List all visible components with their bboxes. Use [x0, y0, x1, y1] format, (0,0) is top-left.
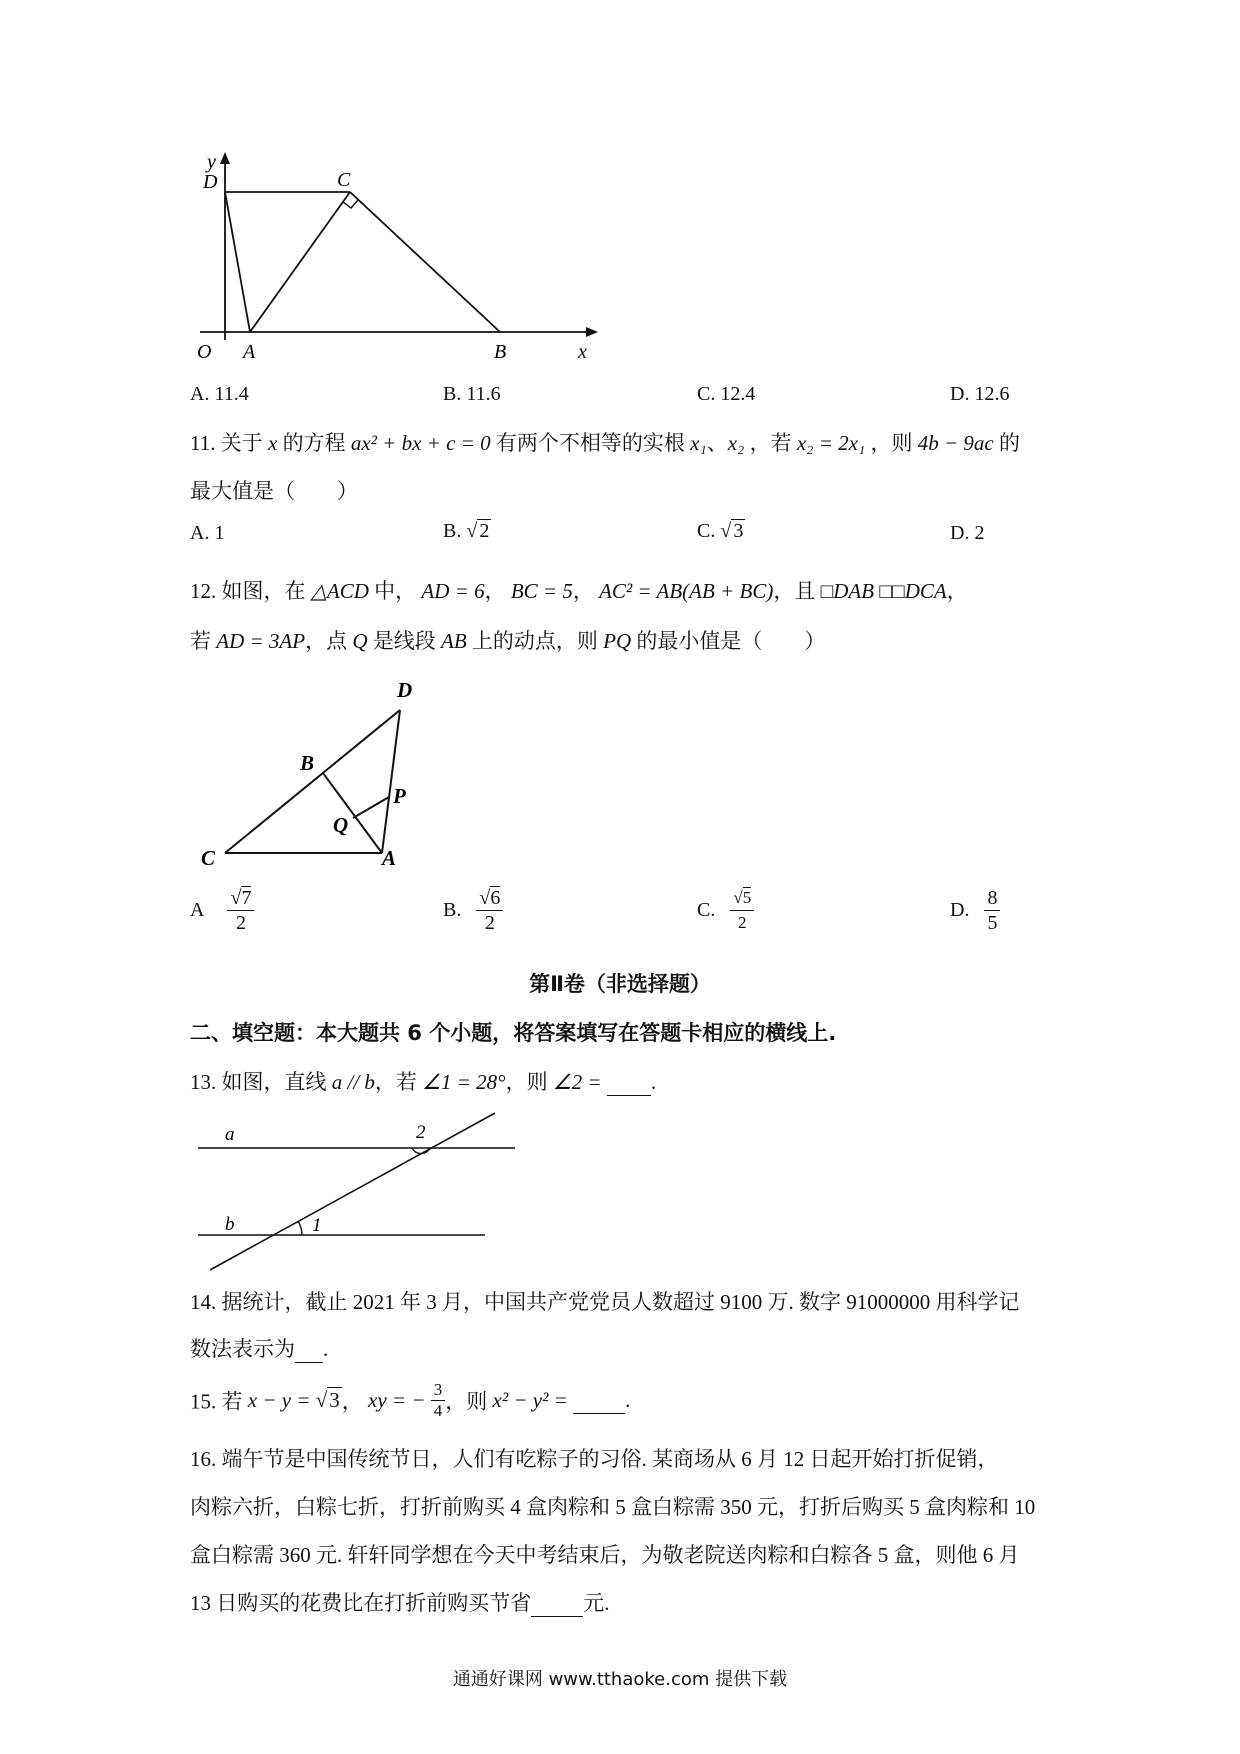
- q13-angle2: ∠2 =: [552, 1070, 602, 1094]
- segment-da: [225, 192, 250, 332]
- label-p: P: [393, 784, 406, 808]
- fraction-numerator: 3: [431, 1380, 446, 1401]
- segment-pq: [353, 797, 389, 818]
- q13-figure: [190, 1100, 530, 1275]
- fraction-denominator: 4: [433, 1401, 443, 1420]
- q12-ad: AD = 6: [421, 579, 485, 603]
- fraction: [984, 886, 1000, 935]
- x-axis-arrow: [586, 327, 598, 337]
- q11-stem-line2: 最大值是（ ）: [190, 479, 358, 503]
- label-b: B: [300, 751, 315, 775]
- q12-text: ，: [946, 579, 968, 603]
- section-title: 第Ⅱ卷（非选择题）: [529, 972, 711, 996]
- fraction-numerator: √6: [476, 886, 503, 911]
- q10-option-b[interactable]: B. 11.6: [443, 383, 501, 405]
- q12-text: 是线段: [372, 629, 436, 653]
- q15-stem: [190, 1380, 630, 1421]
- q12-number: 12. 如图，在: [190, 579, 306, 603]
- label-o: O: [197, 341, 212, 360]
- q12-text: ，点: [305, 629, 348, 653]
- fraction-numerator: √5: [730, 886, 754, 911]
- label-a: a: [225, 1124, 235, 1145]
- q11-option-c[interactable]: [697, 520, 745, 543]
- q12-bc: BC = 5: [510, 579, 573, 603]
- q12-text: ，: [484, 579, 506, 603]
- q12-text: 中，: [374, 579, 417, 603]
- q12-option-c[interactable]: [697, 886, 754, 935]
- q16-line2: 肉粽六折，白粽七折，打折前购买 4 盒肉粽和 5 盒白粽需 350 元，打折后购买 5 盒肉粽和 10: [190, 1495, 1036, 1519]
- label-q: Q: [333, 813, 349, 837]
- right-angle-mark: [343, 200, 358, 208]
- answer-blank[interactable]: [295, 1337, 323, 1363]
- q11-text: 有两个不相等的实根: [495, 431, 685, 455]
- q15-eq1: x − y =: [247, 1388, 311, 1412]
- q12-text: ，且: [773, 579, 816, 603]
- segment-ba: [323, 773, 382, 853]
- fraction-denominator: 2: [738, 913, 747, 932]
- q12-stem-line2: [190, 625, 825, 655]
- label-d: D: [203, 171, 218, 193]
- q12-option-b[interactable]: [443, 886, 503, 935]
- q15-end: .: [625, 1388, 631, 1412]
- q12-stem-line1: [190, 575, 968, 605]
- q12-angle: □DAB □□DCA: [820, 579, 947, 603]
- q11-number: 11. 关于: [190, 431, 263, 455]
- q12-condition: AD = 3AP: [216, 629, 306, 653]
- q11-text: ，则: [870, 431, 913, 455]
- label-c: C: [337, 169, 351, 191]
- q13-text: ，则: [505, 1070, 548, 1094]
- label-y: y: [207, 151, 216, 173]
- segment-ac: [250, 192, 350, 332]
- q15-text: ，则: [445, 1389, 488, 1414]
- fraction-numerator: 8: [984, 886, 1000, 911]
- q12-option-d-label: D.: [950, 899, 970, 921]
- q10-figure: [185, 150, 605, 360]
- q14-line2: [190, 1333, 328, 1363]
- q12-text: 若: [190, 629, 211, 653]
- angle-2-arc: [412, 1148, 430, 1154]
- answer-blank[interactable]: [531, 1591, 583, 1617]
- q12-option-a[interactable]: [190, 886, 254, 935]
- q11-option-b[interactable]: [443, 520, 491, 543]
- fraction: [431, 1380, 446, 1421]
- q11-option-d[interactable]: D. 2: [950, 522, 985, 544]
- q16-text: 13 日购买的花费比在打折前购买节省: [190, 1591, 532, 1615]
- q11-x2: x₂: [727, 431, 745, 455]
- q10-option-a[interactable]: A. 11.4: [190, 383, 249, 405]
- q12-option-b-label: B.: [443, 899, 462, 921]
- q11-option-a[interactable]: A. 1: [190, 522, 225, 544]
- q12-option-c-label: C.: [697, 899, 716, 921]
- q12-figure: [195, 670, 435, 870]
- q10-option-d[interactable]: D. 12.6: [950, 383, 1010, 405]
- part-heading: 二、填空题：本大题共 6 个小题，将答案填写在答题卡相应的横线上.: [190, 1021, 837, 1045]
- q11-option-b-radicand: 2: [479, 520, 490, 542]
- q12-text: 上的动点，则: [471, 629, 598, 653]
- q11-option-b-label: B.: [443, 520, 462, 542]
- label-a: A: [382, 846, 397, 870]
- q15-text: ，: [341, 1389, 363, 1414]
- q15-eq3: x² − y² =: [492, 1388, 568, 1412]
- q13-parallel: a // b: [331, 1070, 375, 1094]
- label-b: B: [494, 341, 507, 360]
- q12-option-d[interactable]: [950, 886, 1000, 935]
- label-x: x: [578, 341, 587, 360]
- q11-var-x: x: [267, 431, 278, 455]
- label-d: D: [397, 678, 413, 702]
- q12-option-c-radicand: 5: [742, 888, 752, 907]
- q12-triangle: △ACD: [310, 579, 369, 603]
- q11-option-c-radicand: 3: [733, 520, 744, 542]
- q13-number: 13. 如图，直线: [190, 1070, 327, 1094]
- q15-eq2: xy = −: [368, 1388, 426, 1412]
- q14-text: 数法表示为: [190, 1337, 295, 1361]
- sqrt-symbol: √ 2: [466, 520, 490, 542]
- q13-text: ，若: [374, 1070, 417, 1094]
- q11-option-c-label: C.: [697, 520, 716, 542]
- fraction: [730, 886, 754, 935]
- q11-x1: x₁: [690, 431, 707, 455]
- label-a: A: [243, 341, 256, 360]
- q11-expression: 4b − 9ac: [917, 431, 994, 455]
- label-c: C: [201, 846, 216, 870]
- fraction-denominator: 2: [484, 912, 495, 934]
- fraction-numerator: √7: [227, 886, 254, 911]
- q14-line1: 14. 据统计，截止 2021 年 3 月，中国共产党党员人数超过 9100 万. 数字 91000000 用科学记: [190, 1290, 1020, 1314]
- q12-point-q: Q: [352, 629, 368, 653]
- fraction-denominator: 2: [235, 912, 246, 934]
- segment-da: [382, 710, 400, 853]
- page-footer: 通通好课网 www.tthaoke.com 提供下载: [452, 1669, 788, 1690]
- q12-pq: PQ: [603, 629, 632, 653]
- segment-cd: [225, 710, 400, 853]
- q16-end: 元.: [583, 1591, 610, 1615]
- segment-cb: [350, 192, 500, 332]
- q12-option-a-label: A: [190, 899, 205, 921]
- label-1: 1: [312, 1215, 322, 1236]
- angle-1-arc: [298, 1221, 302, 1235]
- y-axis-arrow: [220, 152, 230, 164]
- sqrt-symbol: √3: [315, 1388, 340, 1412]
- q11-stem-line1: [190, 427, 1020, 457]
- fraction-denominator: 5: [987, 912, 998, 934]
- q12-segment-ab: AB: [441, 629, 467, 653]
- q15-number: 15. 若: [190, 1389, 243, 1414]
- fraction: [227, 886, 254, 935]
- q13-end: .: [650, 1070, 657, 1094]
- answer-blank[interactable]: [607, 1070, 651, 1096]
- q11-text: ，若: [749, 431, 792, 455]
- q16-line4: [190, 1587, 610, 1617]
- q16-line3: 盒白粽需 360 元. 轩轩同学想在今天中考结束后，为敬老院送肉粽和白粽各 5 盒，则他 6 月: [190, 1543, 1020, 1567]
- q11-text: 的: [999, 431, 1021, 455]
- q12-relation: AC² = AB(AB + BC): [599, 579, 774, 603]
- label-2: 2: [416, 1122, 426, 1143]
- q12-text: 的最小值是（ ）: [636, 629, 826, 653]
- q11-sep: 、: [706, 431, 728, 455]
- q11-equation: ax² + bx + c = 0: [350, 431, 491, 455]
- q12-text: ，: [572, 579, 594, 603]
- q16-line1: 16. 端午节是中国传统节日，人们有吃粽子的习俗. 某商场从 6 月 12 日起开始打折促销，: [190, 1447, 999, 1471]
- answer-blank[interactable]: [573, 1388, 625, 1414]
- q11-condition: x₂ = 2x₁: [796, 431, 866, 455]
- q13-angle1: ∠1 = 28°: [422, 1070, 506, 1094]
- q12-option-b-radicand: 6: [490, 887, 501, 909]
- q10-option-c[interactable]: C. 12.4: [697, 383, 756, 405]
- fraction: [476, 886, 503, 935]
- q15-radicand: 3: [329, 1388, 340, 1412]
- label-b: b: [225, 1214, 235, 1235]
- q12-option-a-radicand: 7: [241, 887, 252, 909]
- q13-stem: [190, 1066, 656, 1096]
- transversal: [210, 1113, 495, 1270]
- q14-end: .: [323, 1337, 329, 1361]
- q11-text: 的方程: [282, 431, 346, 455]
- sqrt-symbol: √ 3: [720, 520, 744, 542]
